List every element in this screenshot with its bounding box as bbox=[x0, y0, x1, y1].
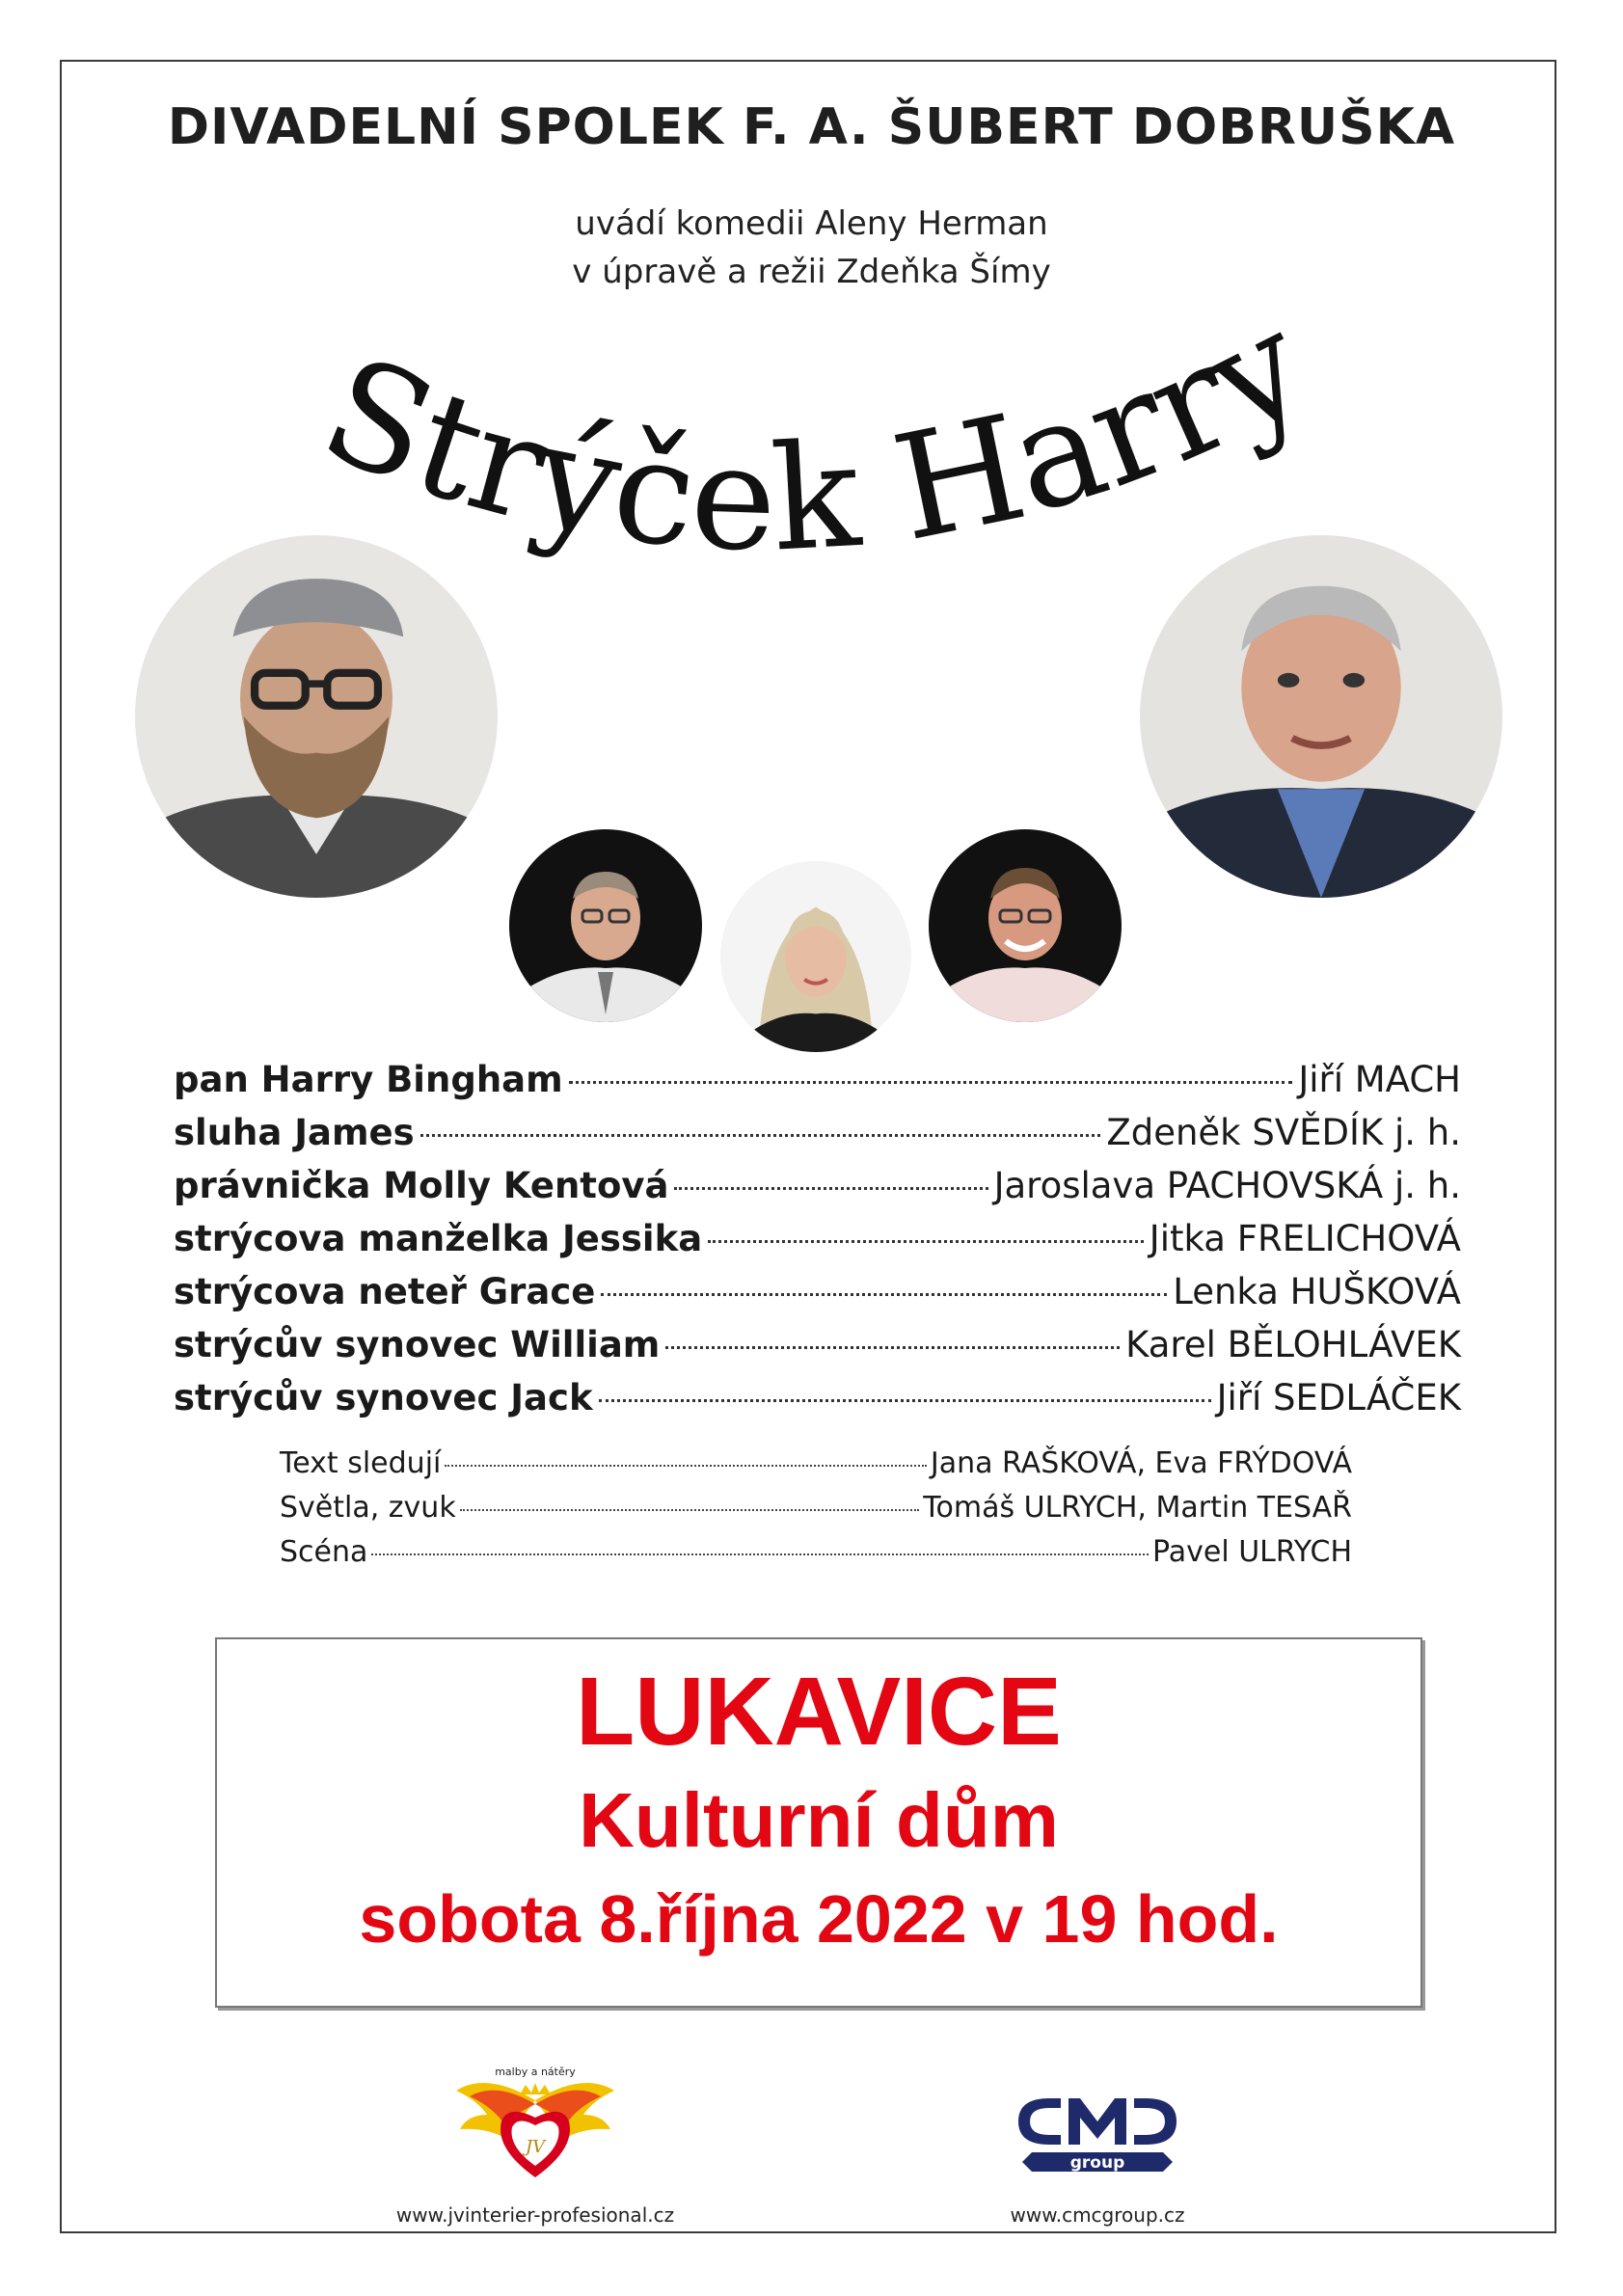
crew-role: Text sledují bbox=[280, 1446, 442, 1480]
crew-person: Pavel ULRYCH bbox=[1152, 1535, 1352, 1569]
leader-dots bbox=[665, 1346, 1120, 1349]
crew-role: Světla, zvuk bbox=[280, 1491, 456, 1525]
cast-actor: Zdeněk SVĚDÍK j. h. bbox=[1106, 1112, 1461, 1153]
venue-place: Kulturní dům bbox=[579, 1777, 1059, 1863]
portrait-small-1 bbox=[509, 829, 702, 1022]
crew-row bbox=[280, 1491, 1352, 1535]
crew-person: Tomáš ULRYCH, Martin TESAŘ bbox=[923, 1491, 1352, 1525]
cast-role: strýcova manželka Jessika bbox=[174, 1218, 703, 1259]
venue-town: LUKAVICE bbox=[576, 1658, 1062, 1766]
cast-role: právnička Molly Kentová bbox=[174, 1165, 669, 1206]
cast-row bbox=[174, 1218, 1461, 1271]
subtitle-line-1: uvádí komedii Aleny Herman bbox=[575, 204, 1048, 243]
portrait-harry-left bbox=[135, 535, 498, 898]
leader-dots bbox=[371, 1553, 1149, 1555]
cast-role: pan Harry Bingham bbox=[174, 1059, 563, 1100]
venue-date: sobota 8.října 2022 v 19 hod. bbox=[359, 1881, 1279, 1957]
subtitle-line-2: v úpravě a režii Zdeňka Šímy bbox=[572, 253, 1051, 291]
crew-role: Scéna bbox=[280, 1535, 368, 1569]
crew-row bbox=[280, 1446, 1352, 1491]
leader-dots bbox=[599, 1399, 1211, 1402]
leader-dots bbox=[708, 1240, 1144, 1243]
cast-actor: Jitka FRELICHOVÁ bbox=[1149, 1218, 1461, 1259]
logo-caption: malby a nátěry bbox=[495, 2066, 576, 2078]
leader-dots bbox=[674, 1187, 987, 1190]
cast-row bbox=[174, 1059, 1461, 1112]
venue-box bbox=[215, 1637, 1422, 2008]
cast-row bbox=[174, 1377, 1461, 1430]
cast-role: sluha James bbox=[174, 1112, 415, 1153]
svg-text:JV: JV bbox=[525, 2137, 546, 2157]
cast-actor: Lenka HUŠKOVÁ bbox=[1173, 1271, 1461, 1312]
cast-actor: Jiří MACH bbox=[1298, 1059, 1461, 1100]
sponsor-url-1[interactable]: www.jvinterier-profesional.cz bbox=[395, 2203, 675, 2227]
cast-row bbox=[174, 1112, 1461, 1165]
cast-actor: Jaroslava PACHOVSKÁ j. h. bbox=[993, 1165, 1461, 1206]
leader-dots bbox=[420, 1134, 1101, 1137]
cast-role: strýcova neteř Grace bbox=[174, 1271, 596, 1312]
svg-text:Strýček Harry bbox=[302, 299, 1331, 584]
crew-person: Jana RAŠKOVÁ, Eva FRÝDOVÁ bbox=[930, 1446, 1352, 1480]
play-title-text: Strýček Harry bbox=[301, 299, 1331, 584]
portrait-james-right bbox=[1140, 535, 1502, 898]
cast-role: strýcův synovec Jack bbox=[174, 1377, 593, 1418]
cast-row bbox=[174, 1165, 1461, 1218]
leader-dots bbox=[460, 1509, 920, 1511]
cast-row bbox=[174, 1324, 1461, 1377]
crew-list bbox=[280, 1446, 1352, 1580]
portrait-small-2 bbox=[720, 861, 911, 1052]
cast-row bbox=[174, 1271, 1461, 1324]
leader-dots bbox=[445, 1465, 927, 1467]
company-heading: DIVADELNÍ SPOLEK F. A. ŠUBERT DOBRUŠKA bbox=[167, 98, 1456, 156]
sponsor-url-2[interactable]: www.cmcgroup.cz bbox=[1010, 2203, 1185, 2227]
cast-role: strýcův synovec William bbox=[174, 1324, 661, 1365]
winged-heart-crest-logo bbox=[448, 2062, 622, 2187]
cast-list bbox=[174, 1059, 1461, 1430]
cmc-group-logo bbox=[1011, 2091, 1184, 2177]
leader-dots bbox=[569, 1081, 1293, 1084]
leader-dots bbox=[601, 1293, 1167, 1296]
crew-row bbox=[280, 1535, 1352, 1580]
logo-caption: group bbox=[1069, 2153, 1125, 2173]
cast-actor: Jiří SEDLÁČEK bbox=[1216, 1377, 1461, 1418]
cast-actor: Karel BĚLOHLÁVEK bbox=[1125, 1324, 1461, 1365]
portrait-small-3 bbox=[929, 829, 1122, 1022]
